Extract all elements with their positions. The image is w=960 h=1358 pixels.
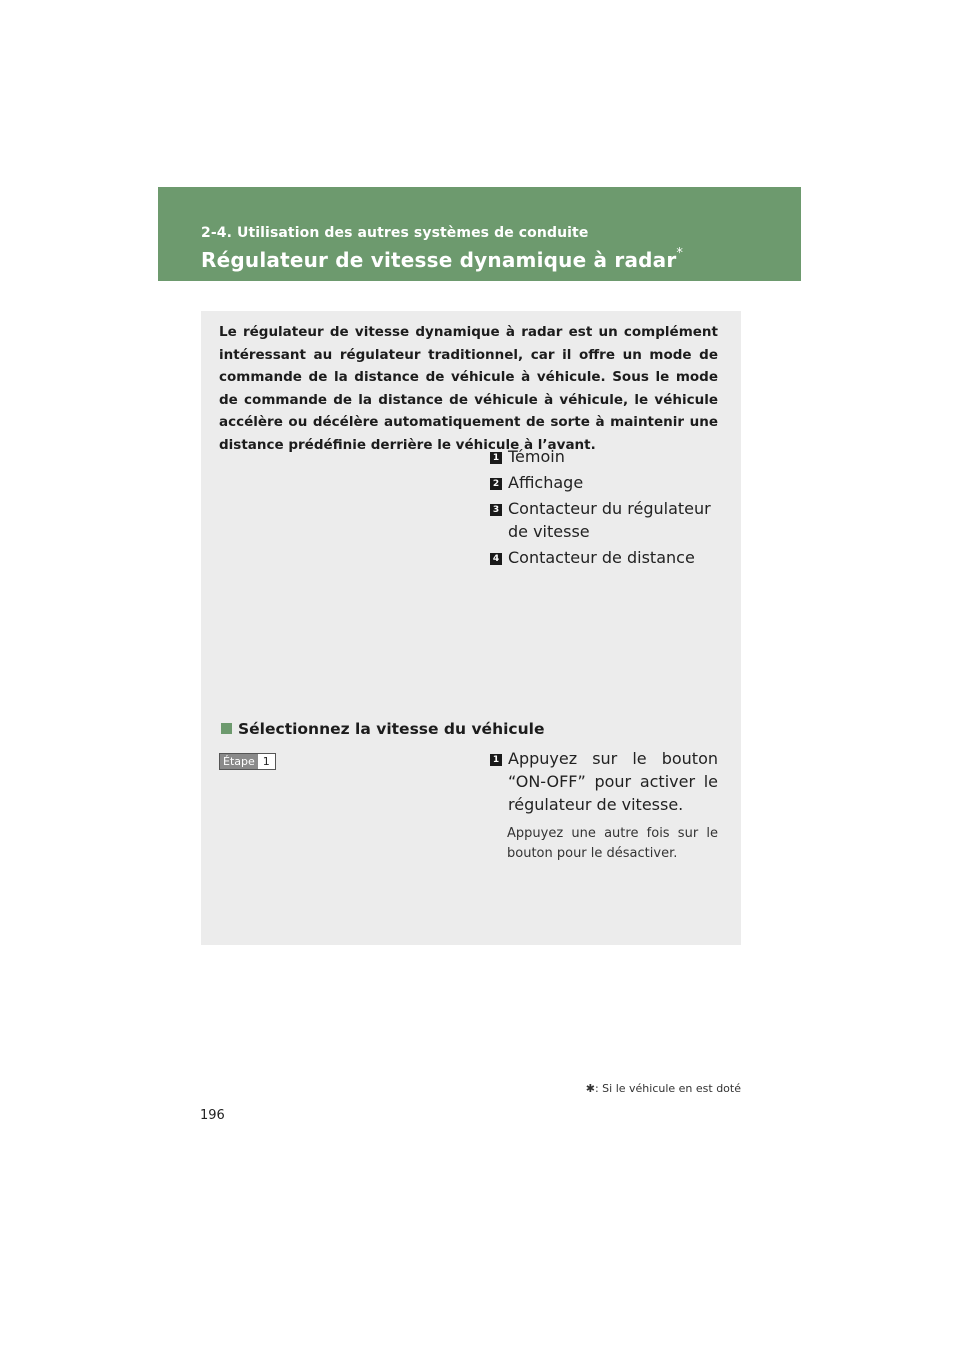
step-note: Appuyez une autre fois sur le bouton pour le désactiver. <box>507 826 718 861</box>
subsection-heading <box>221 720 544 738</box>
content-panel <box>201 311 741 945</box>
section-label: 2-4. Utilisation des autres systèmes de conduite <box>201 225 589 241</box>
instruction-item <box>490 747 718 816</box>
intro-paragraph: Le régulateur de vitesse dynamique à radar est un complément intéressant au régulateur traditionnel, car il offre un mode de commande de la distance de véhicule à véhicule. Sous le mode de commande de la distance de véhicule à véhicule, le véhicule accélère ou décélère automatiquement de sorte à maintenir une distance prédéfinie derrière le véhicule à l’avant. <box>219 324 718 453</box>
page-title <box>201 248 683 272</box>
number-badge: 1 <box>490 754 502 766</box>
page-number: 196 <box>200 1108 225 1123</box>
legend-label: Contacteur de distance <box>508 548 695 567</box>
step-label: Étape <box>220 754 258 769</box>
chapter-header <box>158 187 801 281</box>
footnote: ✱: Si le véhicule en est doté <box>585 1082 741 1095</box>
instruction-text: Appuyez sur le bouton “ON-OFF” pour activer le régulateur de vitesse. <box>508 749 718 814</box>
optional-equipment-mark: * <box>676 246 684 262</box>
legend-label: Affichage <box>508 473 584 492</box>
legend-label: Contacteur du régulateur de vitesse <box>508 499 711 541</box>
subsection-title: Sélectionnez la vitesse du véhicule <box>238 720 545 738</box>
legend-label: Témoin <box>508 447 565 466</box>
number-badge: 3 <box>490 504 502 516</box>
page-title-text: Régulateur de vitesse dynamique à radar <box>201 248 677 272</box>
legend-item <box>490 546 720 569</box>
number-badge: 2 <box>490 478 502 490</box>
square-bullet-icon <box>221 723 232 734</box>
legend-item <box>490 471 720 494</box>
legend-item <box>490 445 720 468</box>
component-legend <box>490 445 720 572</box>
legend-item <box>490 497 720 543</box>
step-number: 1 <box>262 755 270 768</box>
step-instruction <box>490 747 718 819</box>
number-badge: 1 <box>490 452 502 464</box>
number-badge: 4 <box>490 553 502 565</box>
step-tag <box>219 753 276 770</box>
